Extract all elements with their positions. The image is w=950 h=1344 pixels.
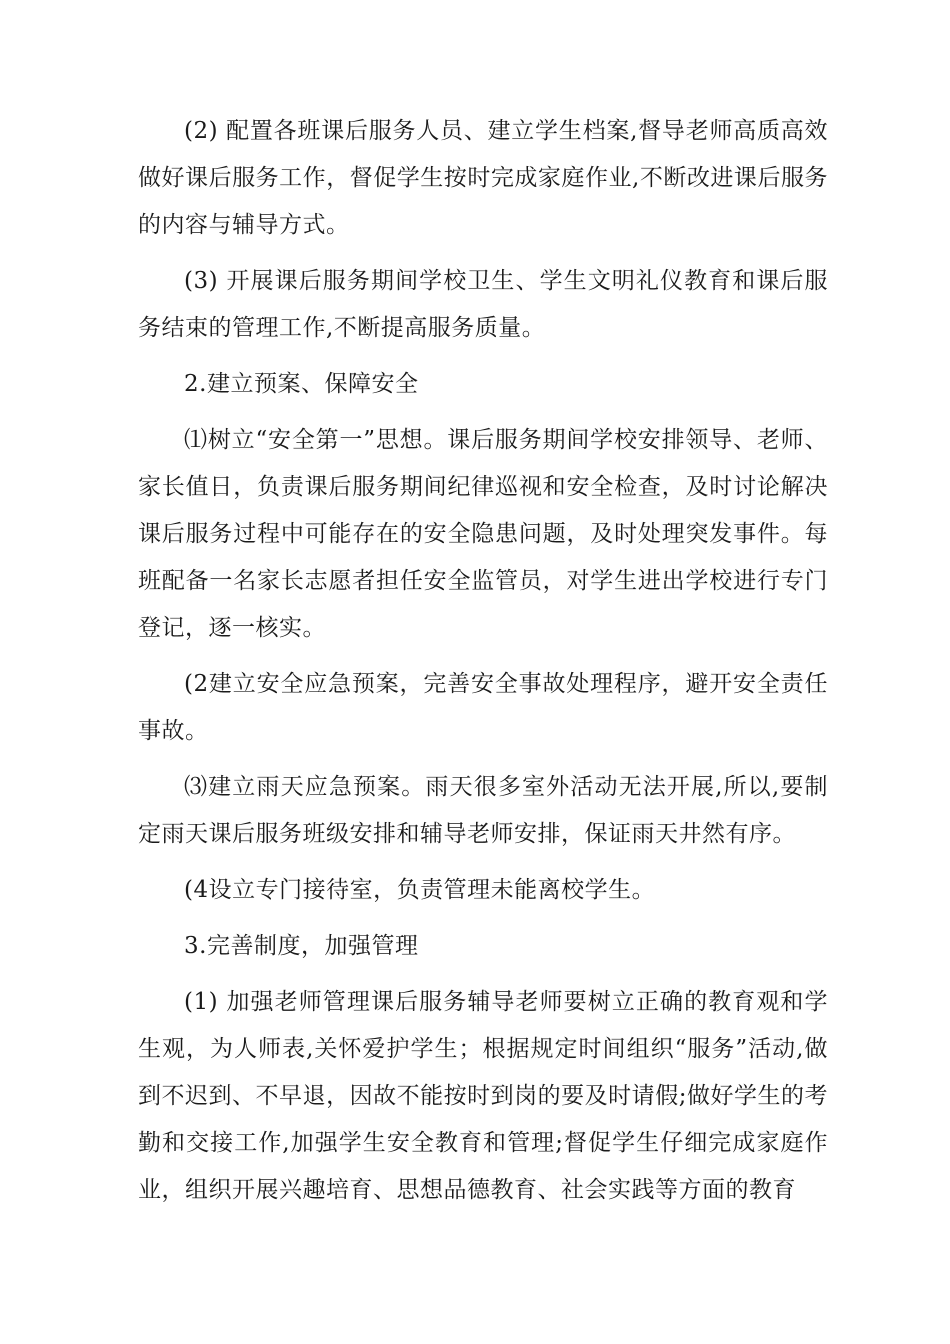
paragraph-emergency-plan: (2建立安全应急预案，完善安全事故处理程序，避开安全责任事故。 — [138, 671, 828, 744]
paragraph-reception-room: (4设立专门接待室，负责管理未能离校学生。 — [184, 877, 656, 903]
paragraph-2-staffing: (2) 配置各班课后服务人员、建立学生档案,督导老师高质高效做好课后服务工作，督促学生按时完成家庭作业,不断改进课后服务的内容与辅导方式。 — [138, 118, 828, 238]
paragraph-safety-first: ⑴树立“安全第一”思想。课后服务期间学校安排领导、老师、家长值日，负责课后服务期间纪律巡视和安全检查，及时讨论解决课后服务过程中可能存在的安全隐患问题，及时处理突发事件。每班配备一名家长志愿者担任安全监管员，对学生进出学校进行专门登记，逐一核实。 — [138, 427, 828, 641]
paragraph-teacher-management: (1) 加强老师管理课后服务辅导老师要树立正确的教育观和学生观，为人师表,关怀爱护学生；根据规定时间组织“服务”活动,做到不迟到、不早退，因故不能按时到岗的要及时请假;做好学生的考勤和交接工作,加强学生安全教育和管理;督促学生仔细完成家庭作业，组织开展兴趣培育、思想品德教育、社会实践等方面的教育 — [138, 989, 828, 1203]
section-heading-2: 2.建立预案、保障安全 — [184, 371, 419, 397]
document-body — [138, 108, 828, 1223]
paragraph-rainy-day-plan: ⑶建立雨天应急预案。雨天很多室外活动无法开展,所以,要制定雨天课后服务班级安排和辅导老师安排，保证雨天井然有序。 — [138, 774, 828, 847]
paragraph-3-management: (3) 开展课后服务期间学校卫生、学生文明礼仪教育和课后服务结束的管理工作,不断提高服务质量。 — [138, 268, 828, 341]
section-heading-3: 3.完善制度，加强管理 — [184, 933, 419, 959]
